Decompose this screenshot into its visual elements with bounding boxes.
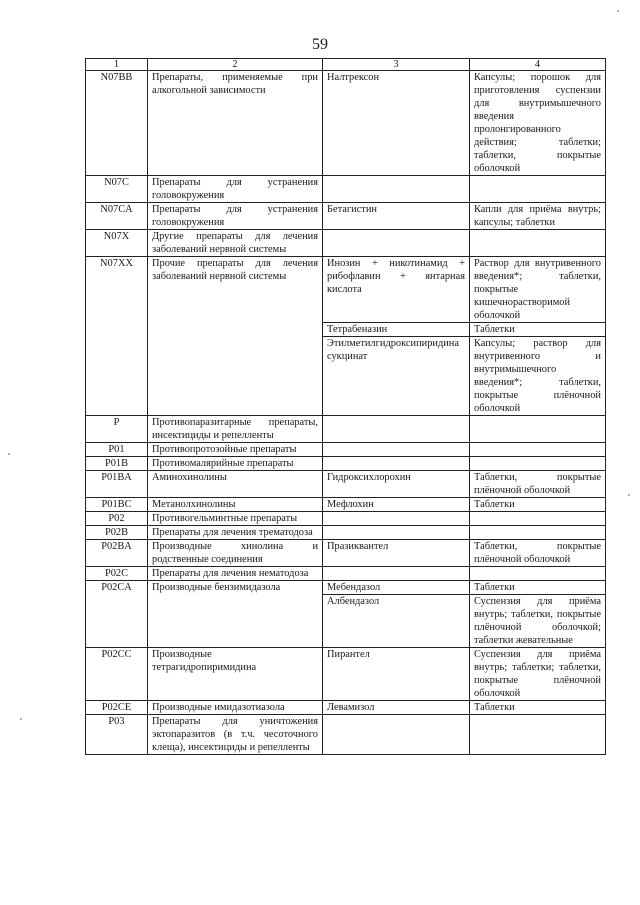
drug-name-cell — [323, 512, 470, 526]
drug-name-cell: Гидроксихлорохин — [323, 471, 470, 498]
group-name-cell: Препараты для лечения трематодоза — [148, 526, 323, 540]
scan-speck — [20, 718, 22, 720]
atc-code-cell: P02 — [86, 512, 148, 526]
drug-name-cell — [323, 526, 470, 540]
group-name-cell: Препараты, применяемые при алкогольной зависимости — [148, 71, 323, 176]
table-row — [86, 471, 606, 498]
drug-name-cell — [323, 715, 470, 755]
drug-name-cell: Пирантел — [323, 648, 470, 701]
group-name-cell: Препараты для устранения головокружения — [148, 203, 323, 230]
page-number: 59 — [312, 36, 328, 53]
drug-name-cell: Налтрексон — [323, 71, 470, 176]
scan-speck — [628, 494, 630, 496]
drug-name-cell — [323, 567, 470, 581]
atc-code-cell: P01BA — [86, 471, 148, 498]
column-header: 1 — [86, 59, 148, 71]
table-row — [86, 581, 606, 595]
atc-code-cell: N07X — [86, 230, 148, 257]
dosage-form-cell: Капсулы; раствор для внутривенного и внутримышечного введения*; таблетки, покрытые плёночной оболочкой — [470, 337, 606, 416]
dosage-form-cell: Капли для приёма внутрь; капсулы; таблетки — [470, 203, 606, 230]
atc-code-cell: P02C — [86, 567, 148, 581]
dosage-form-cell: Таблетки — [470, 498, 606, 512]
table-row — [86, 648, 606, 701]
dosage-form-cell: Таблетки — [470, 581, 606, 595]
group-name-cell: Производные хинолина и родственные соединения — [148, 540, 323, 567]
table-row — [86, 457, 606, 471]
scan-speck — [8, 453, 10, 455]
drug-name-cell: Празиквантел — [323, 540, 470, 567]
atc-code-cell: N07CA — [86, 203, 148, 230]
dosage-form-cell: Таблетки, покрытые плёночной оболочкой — [470, 540, 606, 567]
dosage-form-cell: Таблетки, покрытые плёночной оболочкой — [470, 471, 606, 498]
table-header-row — [86, 59, 606, 71]
dosage-form-cell: Таблетки — [470, 323, 606, 337]
table-row — [86, 416, 606, 443]
dosage-form-cell: Раствор для внутривенного введения*; таблетки, покрытые кишечнорастворимой оболочкой — [470, 257, 606, 323]
table-row — [86, 71, 606, 176]
drug-name-cell: Этилметилгидроксипиридина сукцинат — [323, 337, 470, 416]
table-row — [86, 526, 606, 540]
table-row — [86, 567, 606, 581]
atc-code-cell: P01 — [86, 443, 148, 457]
scan-speck — [617, 10, 619, 12]
dosage-form-cell — [470, 457, 606, 471]
atc-code-cell: N07BB — [86, 71, 148, 176]
drug-name-cell — [323, 457, 470, 471]
table-row — [86, 203, 606, 230]
table-row — [86, 443, 606, 457]
column-header: 2 — [148, 59, 323, 71]
group-name-cell: Противопаразитарные препараты, инсектициды и репелленты — [148, 416, 323, 443]
atc-code-cell: P02CC — [86, 648, 148, 701]
column-header: 3 — [323, 59, 470, 71]
dosage-form-cell — [470, 176, 606, 203]
dosage-form-cell — [470, 230, 606, 257]
atc-code-cell: P02CE — [86, 701, 148, 715]
atc-code-cell: P — [86, 416, 148, 443]
group-name-cell: Аминохинолины — [148, 471, 323, 498]
table-row — [86, 512, 606, 526]
group-name-cell: Препараты для уничтожения эктопаразитов (в т.ч. чесоточного клеща), инсектициды и репелленты — [148, 715, 323, 755]
atc-code-cell: P01B — [86, 457, 148, 471]
dosage-form-cell — [470, 715, 606, 755]
table-row — [86, 701, 606, 715]
dosage-form-cell: Суспензия для приёма внутрь; таблетки; таблетки, покрытые плёночной оболочкой — [470, 648, 606, 701]
atc-code-cell: P02B — [86, 526, 148, 540]
group-name-cell: Другие препараты для лечения заболеваний нервной системы — [148, 230, 323, 257]
dosage-form-cell — [470, 443, 606, 457]
drug-name-cell — [323, 176, 470, 203]
atc-code-cell: P02CA — [86, 581, 148, 648]
drug-classification-table — [85, 58, 606, 755]
dosage-form-cell: Капсулы; порошок для приготовления суспензии для внутримышечного введения пролонгированного действия; таблетки; таблетки, покрытые оболочкой — [470, 71, 606, 176]
dosage-form-cell: Таблетки — [470, 701, 606, 715]
group-name-cell: Препараты для устранения головокружения — [148, 176, 323, 203]
dosage-form-cell — [470, 526, 606, 540]
drug-name-cell — [323, 416, 470, 443]
atc-code-cell: P03 — [86, 715, 148, 755]
drug-name-cell: Бетагистин — [323, 203, 470, 230]
drug-name-cell — [323, 443, 470, 457]
table-row — [86, 176, 606, 203]
dosage-form-cell — [470, 567, 606, 581]
table-row — [86, 498, 606, 512]
drug-name-cell: Тетрабеназин — [323, 323, 470, 337]
dosage-form-cell: Суспензия для приёма внутрь; таблетки, покрытые плёночной оболочкой; таблетки жевательные — [470, 595, 606, 648]
group-name-cell: Производные имидазотиазола — [148, 701, 323, 715]
group-name-cell: Противопротозойные препараты — [148, 443, 323, 457]
group-name-cell: Противомалярийные препараты — [148, 457, 323, 471]
dosage-form-cell — [470, 512, 606, 526]
group-name-cell: Производные тетрагидропиримидина — [148, 648, 323, 701]
drug-name-cell: Мефлохин — [323, 498, 470, 512]
table-row — [86, 715, 606, 755]
table-row — [86, 230, 606, 257]
atc-code-cell: N07XX — [86, 257, 148, 416]
group-name-cell: Противогельминтные препараты — [148, 512, 323, 526]
table-row — [86, 257, 606, 323]
table-row — [86, 540, 606, 567]
atc-code-cell: P01BC — [86, 498, 148, 512]
drug-name-cell: Албендазол — [323, 595, 470, 648]
group-name-cell: Метанолхинолины — [148, 498, 323, 512]
column-header: 4 — [470, 59, 606, 71]
drug-name-cell: Инозин + никотинамид + рибофлавин + янтарная кислота — [323, 257, 470, 323]
group-name-cell: Прочие препараты для лечения заболеваний нервной системы — [148, 257, 323, 416]
drug-name-cell: Мебендазол — [323, 581, 470, 595]
drug-name-cell — [323, 230, 470, 257]
group-name-cell: Производные бензимидазола — [148, 581, 323, 648]
atc-code-cell: N07C — [86, 176, 148, 203]
drug-name-cell: Левамизол — [323, 701, 470, 715]
atc-code-cell: P02BA — [86, 540, 148, 567]
dosage-form-cell — [470, 416, 606, 443]
group-name-cell: Препараты для лечения нематодоза — [148, 567, 323, 581]
